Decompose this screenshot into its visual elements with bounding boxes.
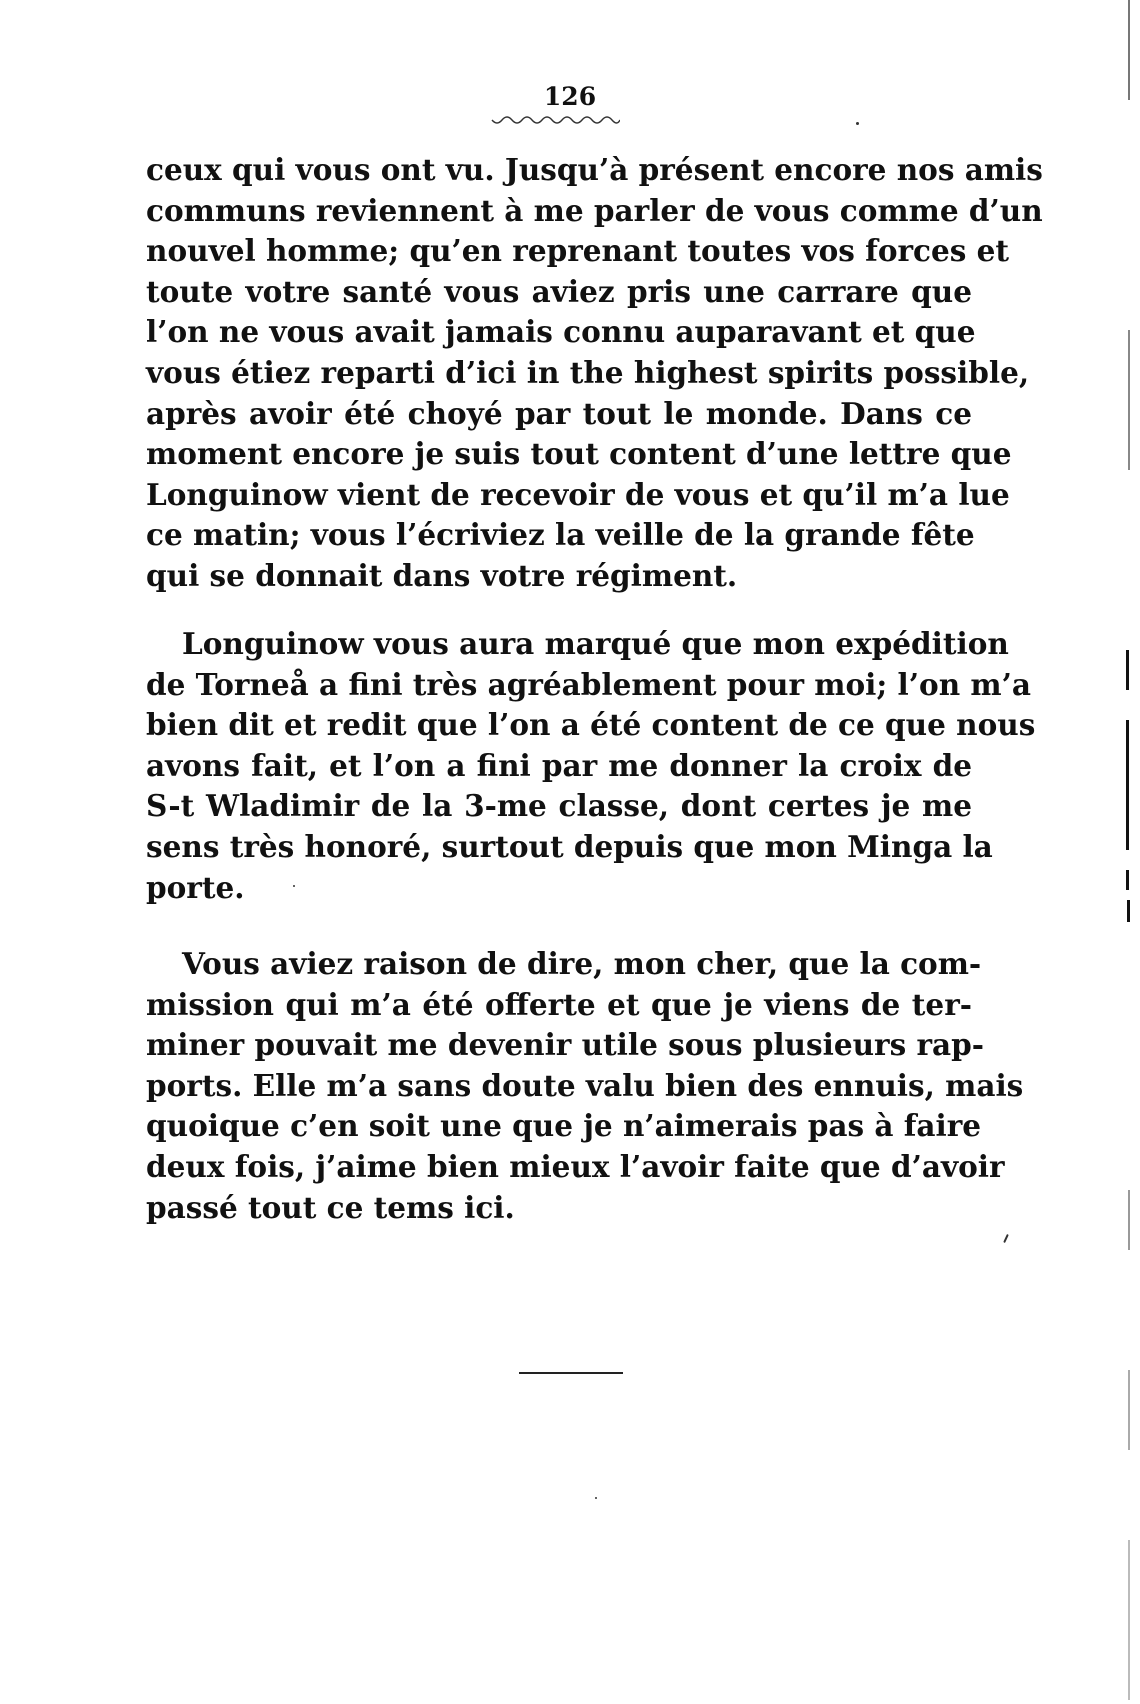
text-line: de Torneå a fini très agréablement pour moi; l’on m’a — [146, 666, 1032, 702]
text-line: l’on ne vous avait jamais connu auparavant et que — [146, 314, 976, 350]
text-line: moment encore je suis tout content d’une lettre que — [146, 436, 1012, 472]
text-line: passé tout ce tems ici. — [146, 1189, 515, 1225]
paragraph-1 — [146, 150, 1043, 597]
scan-speck — [1003, 1234, 1009, 1243]
scan-speck — [595, 1497, 597, 1499]
text-line: vous étiez reparti d’ici in the highest spirits possible, — [146, 354, 1030, 390]
scan-margin-mark — [1126, 720, 1129, 850]
text-line: bien dit et redit que l’on a été content de ce que nous — [146, 707, 1036, 743]
scan-margin-mark — [1128, 1540, 1130, 1700]
scan-margin-mark — [1126, 650, 1129, 690]
scan-speck — [856, 122, 859, 125]
text-line: sens très honoré, surtout depuis que mon Minga la — [146, 828, 993, 864]
scan-margin-mark — [1128, 1190, 1130, 1250]
text-line: miner pouvait me devenir utile sous plusieurs rap- — [146, 1027, 984, 1063]
text-line: après avoir été choyé par tout le monde. Dans ce — [146, 395, 972, 431]
text-line: ceux qui vous ont vu. Jusqu’à présent encore nos amis — [146, 152, 1043, 187]
text-line: ports. Elle m’a sans doute valu bien des ennuis, mais — [146, 1067, 1024, 1103]
text-line: Longuinow vient de recevoir de vous et qu’il m’a lue — [146, 476, 1010, 512]
text-line: deux fois, j’aime bien mieux l’avoir faite que d’avoir — [146, 1148, 1005, 1184]
wavy-rule-ornament — [490, 114, 620, 128]
text-line: S-t Wladimir de la 3-me classe, dont certes je me — [146, 788, 972, 824]
paragraph-2 — [146, 624, 1036, 908]
text-line: Vous aviez raison de dire, mon cher, que la com- — [182, 946, 982, 981]
page-number: 126 — [543, 82, 597, 111]
text-line: ce matin; vous l’écriviez la veille de la grande fête — [146, 517, 975, 553]
text-line: quoique c’en soit une que je n’aimerais pas à faire — [146, 1108, 982, 1144]
text-line: toute votre santé vous aviez pris une carrare que — [146, 273, 972, 309]
text-line: porte. — [146, 869, 245, 905]
text-line: Longuinow vous aura marqué que mon expédition — [182, 626, 1009, 661]
scan-margin-mark — [1128, 0, 1130, 100]
text-line: avons fait, et l’on a fini par me donner la croix de — [146, 747, 972, 783]
end-rule-divider — [519, 1372, 623, 1374]
scan-margin-mark — [1128, 1370, 1130, 1450]
text-line: qui se donnait dans votre régiment. — [146, 557, 738, 593]
scan-speck — [293, 885, 295, 887]
scan-margin-mark — [1126, 870, 1129, 890]
scan-margin-mark — [1128, 330, 1130, 470]
text-line: communs reviennent à me parler de vous comme d’un — [146, 192, 1043, 228]
paragraph-3 — [146, 944, 1024, 1228]
text-line: nouvel homme; qu’en reprenant toutes vos forces et — [146, 233, 1010, 269]
text-line: mission qui m’a été offerte et que je viens de ter- — [146, 986, 972, 1022]
scan-margin-mark — [1127, 900, 1130, 922]
